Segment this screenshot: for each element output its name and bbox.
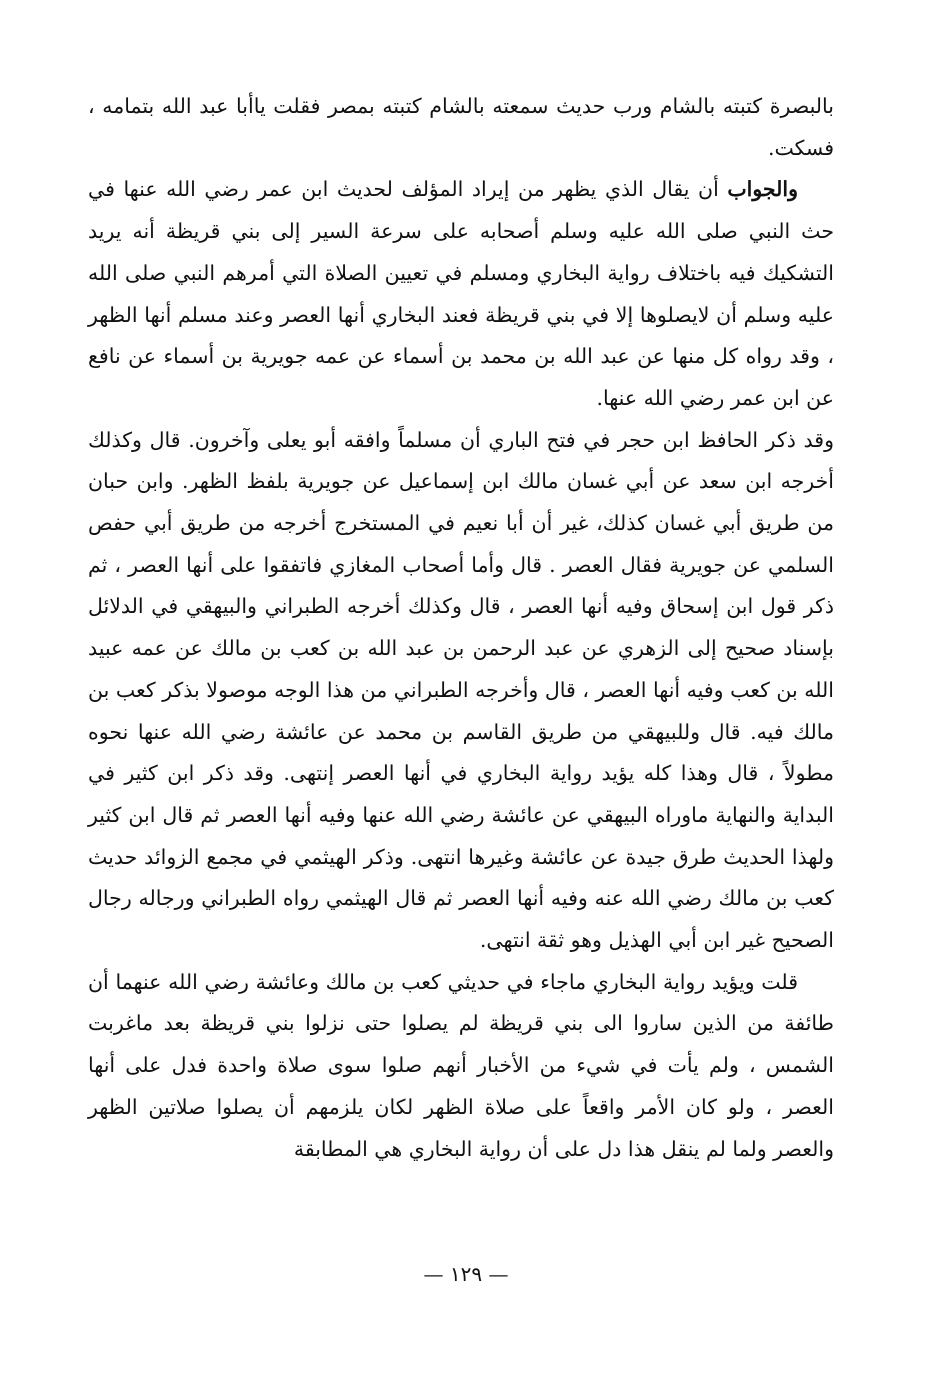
paragraph-ibn-hajar [88,420,834,962]
paragraph-text: قلت ويؤيد رواية البخاري ماجاء في حديثي كعب بن مالك وعائشة رضي الله عنهما أن طائفة من الذين ساروا الى بني قريظة لم يصلوا حتى نزلوا بني قريظة بعد ماغربت الشمس ، ولم يأت في شيء من الأخبار أنهم صلوا سوى صلاة واحدة فدل على أنها العصر ، ولو كان الأمر واقعاً على صلاة الظهر لكان يلزمهم أن يصلوا صلاتين الظهر والعصر ولما لم ينقل هذا دل على أن رواية البخاري هي المطابقة [88,969,834,1161]
paragraph-text: وقد ذكر الحافظ ابن حجر في فتح الباري أن مسلماً وافقه أبو يعلى وآخرون. قال وكذلك أخرجه ابن سعد عن أبي غسان مالك ابن إسماعيل عن جويرية بلفظ الظهر. وابن حبان من طريق أبي غسان كذلك، غير أن أبا نعيم في المستخرج أخرجه من طريق أبي حفص السلمي عن جويرية فقال العصر . قال وأما أصحاب المغازي فاتفقوا على أنها العصر ، ثم ذكر قول ابن إسحاق وفيه أنها العصر ، قال وكذلك أخرجه الطبراني والبيهقي في الدلائل بإسناد صحيح إلى الزهري عن عبد الرحمن بن عبد الله بن كعب بن مالك عن عمه عبيد الله بن كعب وفيه أنها العصر ، قال وأخرجه الطبراني من هذا الوجه موصولا بذكر كعب بن مالك فيه. قال وللبيهقي من طريق القاسم بن محمد عن عائشة رضي الله عنها نحوه مطولاً ، قال وهذا كله يؤيد رواية البخاري في أنها العصر إنتهى. وقد ذكر ابن كثير في البداية والنهاية ماوراه البيهقي عن عائشة رضي الله عنها وفيه أنها العصر ثم قال ابن كثير ولهذا الحديث طرق جيدة عن عائشة وغيرها انتهى. وذكر الهيثمي في مجمع الزوائد حديث كعب بن مالك رضي الله عنه وفيه أنها العصر ثم قال الهيثمي رواه الطبراني ورجاله رجال الصحيح غير ابن أبي الهذيل وهو ثقة انتهى. [88,427,834,953]
paragraph-lead-word: والجواب [727,177,798,202]
page-number: — ١٢٩ — [423,1262,509,1286]
paragraph-text: بالبصرة كتبته بالشام ورب حديث سمعته بالشام كتبته بمصر فقلت ياأبا عبد الله بتمامه ، فسكت. [88,94,834,160]
paragraph-answer [88,169,834,419]
paragraph-conclusion [88,962,834,1171]
body-text [88,86,834,1170]
paragraph-continuation [88,86,834,169]
paragraph-text: أن يقال الذي يظهر من إيراد المؤلف لحديث ابن عمر رضي الله عنها في حث النبي صلى الله عليه وسلم أصحابه على سرعة السير إلى بني قريظة أنه يريد التشكيك فيه باختلاف رواية البخاري ومسلم في تعيين الصلاة التي أمرهم النبي صلى الله عليه وسلم أن لايصلوها إلا في بني قريظة فعند البخاري أنها العصر وعند مسلم أنها الظهر ، وقد رواه كل منها عن عبد الله بن محمد بن أسماء عن عمه جويرية بن أسماء عن نافع عن ابن عمر رضي الله عنها. [88,177,834,410]
